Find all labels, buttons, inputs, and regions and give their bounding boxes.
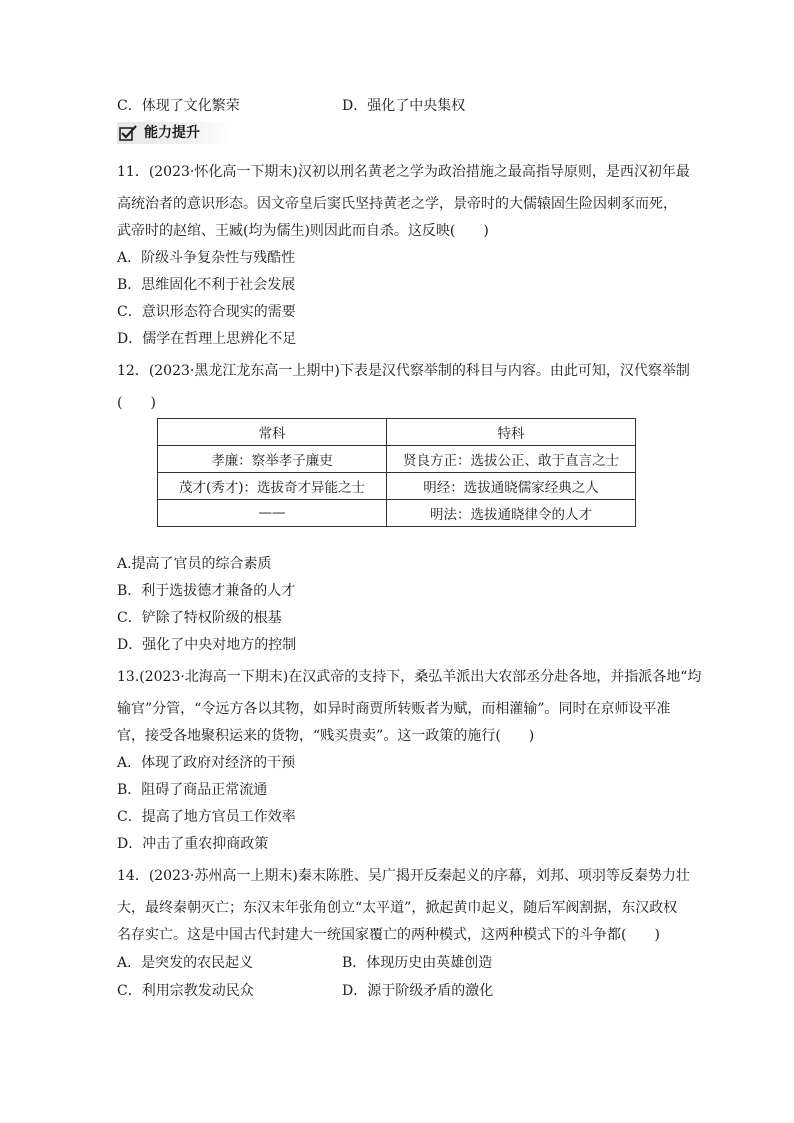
q11-stem-line-3: 武帝时的赵绾、王臧(均为儒生)则因此而自杀。这反映( ) — [117, 223, 489, 239]
q12-option-b: B．利于选拔德才兼备的人才 — [117, 583, 296, 599]
section-title: 能力提升 — [144, 125, 200, 141]
q11-option-c: C．意识形态符合现实的需要 — [117, 304, 296, 320]
table-cell: 孝廉：察举孝子廉吏 — [158, 446, 387, 473]
q14-option-d: D．源于阶级矛盾的激化 — [342, 983, 494, 999]
q13-option-a: A．体现了政府对经济的干预 — [117, 755, 296, 771]
q14-options-ab — [117, 953, 493, 973]
option-d: D．强化了中央集权 — [342, 98, 466, 114]
table-row — [158, 446, 636, 473]
table-cell: 明经：选拔通晓儒家经典之人 — [387, 473, 636, 500]
q11-option-b: B．思维固化不利于社会发展 — [117, 277, 296, 293]
option-c: C．体现了文化繁荣 — [117, 98, 240, 114]
q13-stem-line-1: 13.(2023·北海高一下期末)在汉武帝的支持下，桑弘羊派出大农部丞分赴各地，并指派各地“均 — [117, 669, 702, 685]
q14-options-cd — [117, 981, 494, 1001]
q12-option-d: D．强化了中央对地方的控制 — [117, 637, 297, 653]
q13-stem-line-2: 输官”分管，“令远方各以其物，如异时商贾所转贩者为赋，而相灌输”。同时在京师设平准 — [117, 701, 671, 717]
section-header — [117, 122, 231, 144]
q12-stem-line-2: ( ) — [117, 395, 156, 411]
table-header-row — [158, 419, 636, 446]
table-header-regular: 常科 — [158, 419, 387, 446]
q11-option-a: A．阶级斗争复杂性与残酷性 — [117, 250, 296, 266]
prev-question-options-cd — [117, 96, 466, 116]
q14-option-c: C．利用宗教发动民众 — [117, 983, 254, 999]
table-row — [158, 473, 636, 500]
table-cell: —— — [158, 500, 387, 527]
q14-stem-line-1: 14．(2023·苏州高一上期末)秦末陈胜、吴广揭开反秦起义的序幕，刘邦、项羽等反秦势力壮 — [117, 868, 690, 884]
q14-option-a: A．是突发的农民起义 — [117, 955, 254, 971]
q12-stem-line-1: 12．(2023·黑龙江龙东高一上期中)下表是汉代察举制的科目与内容。由此可知，汉代察举制 — [117, 363, 690, 379]
q11-option-d: D．儒学在哲理上思辨化不足 — [117, 331, 297, 347]
recommendation-system-table — [157, 418, 636, 527]
checkbox-check-icon — [119, 125, 137, 141]
q14-option-b: B．体现历史由英雄创造 — [342, 955, 493, 971]
q13-option-d: D．冲击了重农抑商政策 — [117, 836, 269, 852]
q12-option-c: C．铲除了特权阶级的根基 — [117, 610, 282, 626]
table-cell: 贤良方正：选拔公正、敢于直言之士 — [387, 446, 636, 473]
q11-stem-line-1: 11．(2023·怀化高一下期末)汉初以刑名黄老之学为政治措施之最高指导原则，是西汉初年最 — [117, 164, 690, 180]
table-header-special: 特科 — [387, 419, 636, 446]
q12-option-a: A.提高了官员的综合素质 — [117, 556, 272, 572]
q13-option-c: C．提高了地方官员工作效率 — [117, 809, 296, 825]
q11-stem-line-2: 高统治者的意识形态。因文帝皇后窦氏坚持黄老之学，景帝时的大儒辕固生险因刺豕而死， — [117, 196, 677, 212]
q14-stem-line-2: 大，最终秦朝灭亡；东汉末年张角创立“太平道”，掀起黄巾起义，随后军阀割据，东汉政权 — [117, 900, 678, 916]
table-cell: 茂才(秀才)：选拔奇才异能之士 — [158, 473, 387, 500]
q13-stem-line-3: 官，接受各地聚积运来的货物，“贱买贵卖”。这一政策的施行( ) — [117, 728, 535, 744]
table-cell: 明法：选拔通晓律令的人才 — [387, 500, 636, 527]
table-row — [158, 500, 636, 527]
q14-stem-line-3: 名存实亡。这是中国古代封建大一统国家覆亡的两种模式，这两种模式下的斗争都( ) — [117, 927, 660, 943]
q13-option-b: B．阻碍了商品正常流通 — [117, 782, 268, 798]
